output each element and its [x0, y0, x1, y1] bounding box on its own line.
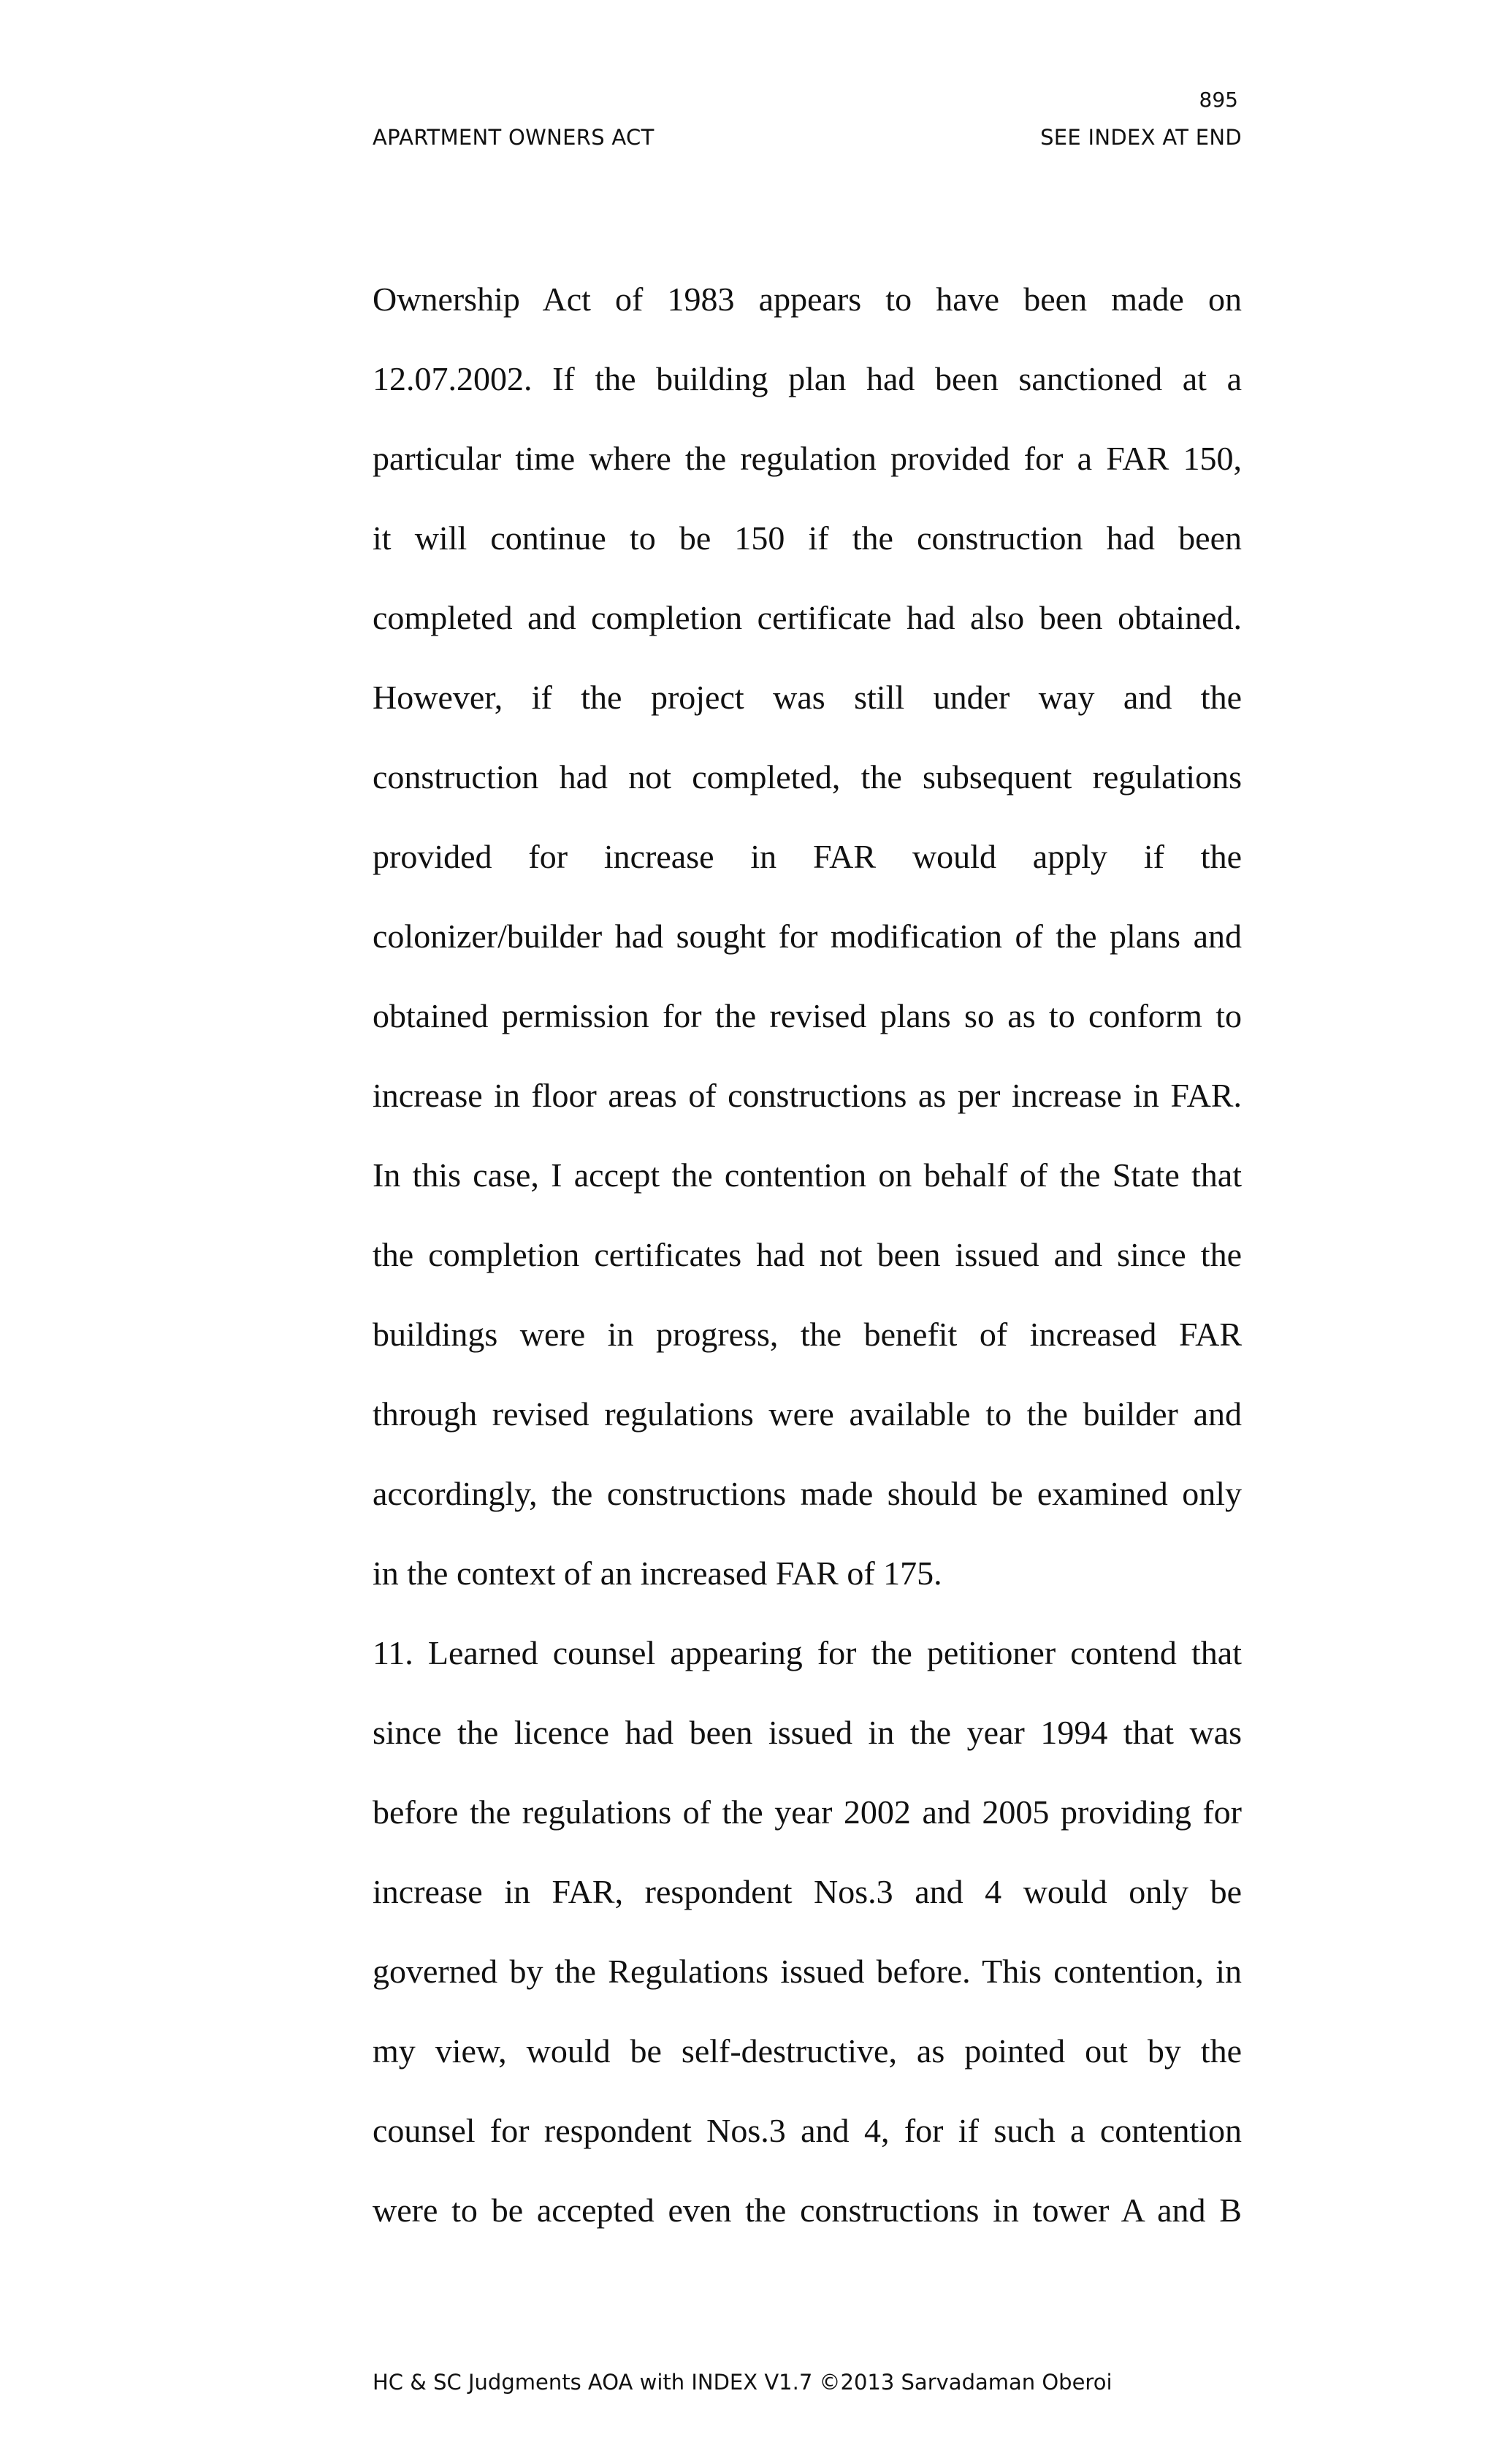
- text-line: obtained permission for the revised plans so as to conform to: [373, 997, 1242, 1034]
- text-line: my view, would be self-destructive, as pointed out by the: [373, 2032, 1242, 2070]
- text-line: increase in FAR, respondent Nos.3 and 4 would only be: [373, 1873, 1242, 1910]
- text-line: buildings were in progress, the benefit of increased FAR: [373, 1316, 1242, 1353]
- running-header: [373, 124, 1242, 150]
- text-line: 12.07.2002. If the building plan had been sanctioned at a: [373, 360, 1242, 397]
- text-line: before the regulations of the year 2002 and 2005 providing for: [373, 1793, 1242, 1831]
- text-line: counsel for respondent Nos.3 and 4, for if such a contention: [373, 2112, 1242, 2149]
- text-line: accordingly, the constructions made should be examined only: [373, 1475, 1242, 1512]
- text-line: 11. Learned counsel appearing for the petitioner contend that: [373, 1634, 1242, 1671]
- text-line: provided for increase in FAR would apply if the: [373, 838, 1242, 875]
- page-footer: HC & SC Judgments AOA with INDEX V1.7 ©2013 Sarvadaman Oberoi: [373, 2370, 1113, 2395]
- text-line: However, if the project was still under way and the: [373, 679, 1242, 716]
- text-line: were to be accepted even the constructions in tower A and B: [373, 2192, 1242, 2229]
- text-line: completed and completion certificate had also been obtained.: [373, 599, 1242, 636]
- text-line: through revised regulations were available to the builder and: [373, 1395, 1242, 1433]
- text-line: in the context of an increased FAR of 175.: [373, 1555, 942, 1592]
- text-line: since the licence had been issued in the year 1994 that was: [373, 1714, 1242, 1751]
- text-line: governed by the Regulations issued before. This contention, in: [373, 1953, 1242, 1990]
- text-line: the completion certificates had not been issued and since the: [373, 1236, 1242, 1273]
- header-title: APARTMENT OWNERS ACT: [373, 125, 654, 150]
- text-line: particular time where the regulation provided for a FAR 150,: [373, 440, 1242, 477]
- text-line: increase in floor areas of constructions as per increase in FAR.: [373, 1077, 1242, 1114]
- text-line: colonizer/builder had sought for modification of the plans and: [373, 918, 1242, 955]
- header-index-note: SEE INDEX AT END: [1040, 125, 1242, 150]
- text-line: In this case, I accept the contention on behalf of the State that: [373, 1156, 1242, 1194]
- text-line: Ownership Act of 1983 appears to have been made on: [373, 281, 1242, 318]
- page-number: 895: [1199, 88, 1238, 112]
- text-line: construction had not completed, the subsequent regulations: [373, 758, 1242, 796]
- judgment-text: [373, 259, 1242, 2250]
- text-line: it will continue to be 150 if the construction had been: [373, 519, 1242, 557]
